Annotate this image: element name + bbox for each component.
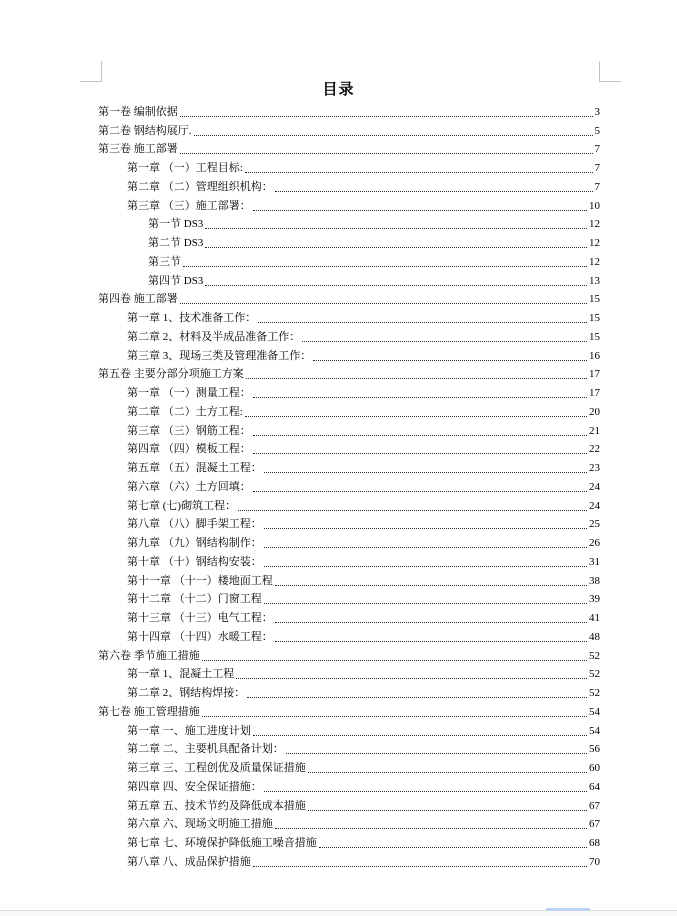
- toc-entry[interactable]: [98, 757, 600, 776]
- toc-entry[interactable]: [98, 795, 600, 814]
- toc-entry-label[interactable]: 第二节 DS3: [148, 237, 204, 249]
- toc-leader-dots: [236, 678, 587, 679]
- toc-entry[interactable]: [98, 307, 600, 326]
- toc-entry-page: 22: [589, 443, 600, 456]
- toc-entry-page: 12: [589, 237, 600, 249]
- toc-entry[interactable]: [98, 532, 600, 551]
- toc-entry[interactable]: [98, 682, 600, 701]
- toc-leader-dots: [253, 210, 587, 211]
- toc-entry-page: 25: [589, 518, 600, 531]
- toc-entry-label[interactable]: 第一章 1、技术准备工作：: [127, 312, 257, 324]
- toc-entry-page: 10: [589, 199, 600, 212]
- crop-mark-top-left: [80, 61, 102, 82]
- toc-entry[interactable]: [98, 195, 600, 214]
- toc-entry-label[interactable]: 第七章 七、环境保护降低施工噪音措施: [127, 837, 317, 849]
- toc-leader-dots: [194, 135, 593, 136]
- toc-entry[interactable]: [98, 270, 600, 289]
- toc-entry[interactable]: [98, 701, 600, 720]
- toc-leader-dots: [245, 416, 587, 417]
- toc-entry-page: 5: [594, 124, 600, 137]
- toc-entry-page: 52: [589, 687, 600, 699]
- toc-leader-dots: [238, 510, 587, 511]
- toc-entry[interactable]: [98, 345, 600, 364]
- toc-leader-dots: [202, 716, 587, 717]
- toc-entry[interactable]: [98, 289, 600, 308]
- toc-entry-label[interactable]: 第三节: [148, 255, 181, 268]
- toc-leader-dots: [180, 116, 593, 117]
- toc-leader-dots: [180, 303, 587, 304]
- toc-entry[interactable]: [98, 439, 600, 458]
- toc-entry-label[interactable]: 第一节 DS3: [148, 218, 204, 231]
- toc-entry-page: 12: [589, 218, 600, 231]
- toc-entry-label[interactable]: 第八章 （八）脚手架工程：: [127, 518, 262, 531]
- toc-entry-label[interactable]: 第一章 （一）工程目标:: [127, 162, 243, 174]
- toc-leader-dots: [264, 566, 587, 567]
- toc-entry-page: 31: [589, 555, 600, 568]
- toc-entry-label[interactable]: 第二章 （二）土方工程:: [127, 405, 243, 418]
- toc-entry[interactable]: [98, 739, 600, 758]
- toc-entry-page: 26: [589, 537, 600, 549]
- toc-entry[interactable]: [98, 607, 600, 626]
- toc-entry-page: 23: [589, 462, 600, 474]
- toc-entry-label[interactable]: 第二章 2、钢结构焊接：: [127, 687, 246, 699]
- toc-entry-page: 70: [589, 855, 600, 868]
- toc-leader-dots: [258, 322, 587, 323]
- toc-leader-dots: [286, 753, 587, 754]
- toc-leader-dots: [275, 828, 587, 829]
- toc-entry[interactable]: [98, 514, 600, 533]
- toc-entry-page: 52: [589, 668, 600, 681]
- toc-entry-label[interactable]: 第十二章 （十二）门窗工程: [127, 593, 262, 606]
- toc-entry-page: 17: [589, 387, 600, 399]
- scrollbar-fragment[interactable]: [546, 908, 590, 911]
- toc-leader-dots: [253, 866, 587, 867]
- toc-entry-label[interactable]: 第三章 （三）施工部署：: [127, 199, 251, 212]
- toc-leader-dots: [253, 453, 587, 454]
- toc-leader-dots: [308, 810, 587, 811]
- toc-entry-page: 3: [594, 105, 600, 118]
- toc-entry[interactable]: [98, 120, 600, 139]
- toc-entry-page: 7: [594, 143, 600, 156]
- toc-entry-page: 41: [589, 612, 600, 624]
- toc-entry-label[interactable]: 第六章 （六）土方回填：: [127, 480, 251, 493]
- toc-entry-label[interactable]: 第五卷 主要分部分项施工方案: [98, 368, 244, 381]
- toc-entry-label[interactable]: 第十一章 （十一）楼地面工程: [127, 574, 273, 587]
- toc-entry[interactable]: [98, 664, 600, 683]
- toc-leader-dots: [264, 603, 587, 604]
- toc-leader-dots: [205, 247, 587, 248]
- toc-entry-label[interactable]: 第四卷 施工部署: [98, 293, 178, 306]
- toc-entry-label[interactable]: 第八章 八、成品保护措施: [127, 855, 251, 868]
- toc-entry-label[interactable]: 第三章 3、现场三类及管理准备工作：: [127, 349, 312, 362]
- toc-entry-label[interactable]: 第二章 （二）管理组织机构：: [127, 180, 273, 193]
- window-bottom-fill: [0, 911, 677, 916]
- toc-list: [98, 101, 600, 870]
- toc-entry[interactable]: [98, 851, 600, 870]
- toc-entry-page: 7: [594, 180, 600, 193]
- toc-entry-label[interactable]: 第二章 二、主要机具配备计划：: [127, 743, 284, 756]
- toc-leader-dots: [183, 266, 587, 267]
- toc-leader-dots: [247, 697, 587, 698]
- toc-entry-label[interactable]: 第十章 （十）钢结构安装：: [127, 555, 262, 568]
- toc-entry[interactable]: [98, 382, 600, 401]
- toc-entry[interactable]: [98, 214, 600, 233]
- toc-leader-dots: [253, 735, 587, 736]
- toc-entry[interactable]: [98, 457, 600, 476]
- toc-leader-dots: [253, 435, 587, 436]
- toc-entry-page: 54: [589, 724, 600, 737]
- toc-entry-label[interactable]: 第六卷 季节施工措施: [98, 649, 200, 662]
- toc-entry-page: 39: [589, 593, 600, 606]
- toc-entry[interactable]: [98, 420, 600, 439]
- toc-leader-dots: [245, 172, 593, 173]
- toc-leader-dots: [313, 360, 587, 361]
- toc-entry-page: 56: [589, 743, 600, 756]
- toc-entry-label[interactable]: 第一卷 编制依据: [98, 105, 178, 118]
- toc-entry[interactable]: [98, 832, 600, 851]
- toc-entry[interactable]: [98, 401, 600, 420]
- toc-leader-dots: [275, 622, 587, 623]
- toc-entry-label[interactable]: 第一章 1、混凝土工程: [127, 668, 235, 681]
- toc-leader-dots: [253, 491, 587, 492]
- toc-entry-label[interactable]: 第二章 2、材料及半成品准备工作：: [127, 330, 301, 343]
- toc-entry-page: 54: [589, 705, 600, 718]
- toc-entry-page: 24: [589, 480, 600, 493]
- toc-entry-page: 24: [589, 499, 600, 512]
- toc-entry[interactable]: [98, 326, 600, 345]
- toc-entry[interactable]: [98, 251, 600, 270]
- toc-entry[interactable]: [98, 495, 600, 514]
- toc-leader-dots: [264, 528, 587, 529]
- toc-entry-label[interactable]: 第十四章 （十四）水暖工程：: [127, 630, 273, 643]
- toc-entry[interactable]: [98, 101, 600, 120]
- toc-entry[interactable]: [98, 720, 600, 739]
- toc-entry[interactable]: [98, 364, 600, 383]
- toc-entry-label[interactable]: 第三章 （三）钢筋工程：: [127, 424, 251, 437]
- toc-entry[interactable]: [98, 814, 600, 833]
- toc-entry[interactable]: [98, 157, 600, 176]
- toc-entry-page: 67: [589, 799, 600, 812]
- toc-entry-page: 21: [589, 424, 600, 437]
- toc-entry[interactable]: [98, 232, 600, 251]
- toc-leader-dots: [275, 191, 593, 192]
- toc-entry-label[interactable]: 第四章 四、安全保证措施：: [127, 780, 262, 793]
- toc-entry-page: 67: [589, 818, 600, 831]
- toc-entry-label[interactable]: 第七卷 施工管理措施: [98, 705, 200, 718]
- toc-leader-dots: [264, 547, 587, 548]
- toc-entry-page: 16: [589, 349, 600, 362]
- toc-leader-dots: [246, 378, 587, 379]
- crop-mark-top-right: [599, 61, 621, 82]
- toc-entry[interactable]: [98, 570, 600, 589]
- toc-entry-page: 20: [589, 405, 600, 418]
- toc-entry[interactable]: [98, 551, 600, 570]
- toc-leader-dots: [202, 660, 587, 661]
- toc-entry-label[interactable]: 第七章 (七)砌筑工程：: [127, 499, 237, 512]
- toc-entry-label[interactable]: 第十三章 （十三）电气工程：: [127, 612, 273, 624]
- toc-entry-page: 52: [589, 649, 600, 662]
- toc-entry[interactable]: [98, 476, 600, 495]
- toc-entry[interactable]: [98, 645, 600, 664]
- toc-leader-dots: [205, 285, 587, 286]
- toc-entry[interactable]: [98, 776, 600, 795]
- toc-entry-page: 64: [589, 780, 600, 793]
- toc-leader-dots: [264, 472, 587, 473]
- toc-entry-label[interactable]: 第四节 DS3: [148, 274, 204, 287]
- toc-entry-page: 17: [589, 368, 600, 381]
- toc-entry-page: 15: [589, 312, 600, 324]
- toc-leader-dots: [275, 641, 587, 642]
- toc-entry-label[interactable]: 第三章 三、工程创优及质量保证措施: [127, 762, 306, 774]
- toc-entry-page: 38: [589, 574, 600, 587]
- toc-entry-page: 48: [589, 630, 600, 643]
- toc-entry-label[interactable]: 第九章 （九）钢结构制作：: [127, 537, 262, 549]
- toc-title: 目录: [322, 82, 355, 98]
- toc-entry-page: 15: [589, 293, 600, 306]
- toc-entry-page: 7: [594, 162, 600, 174]
- toc-entry[interactable]: [98, 626, 600, 645]
- toc-entry-page: 15: [589, 330, 600, 343]
- toc-entry-label[interactable]: 第五章 五、技术节约及降低成本措施: [127, 799, 306, 812]
- toc-leader-dots: [264, 791, 587, 792]
- toc-leader-dots: [319, 847, 587, 848]
- toc-entry-label[interactable]: 第六章 六、现场文明施工措施: [127, 818, 273, 831]
- toc-entry-label[interactable]: 第四章 （四）模板工程：: [127, 443, 251, 456]
- toc-entry-page: 60: [589, 762, 600, 774]
- toc-entry[interactable]: [98, 176, 600, 195]
- toc-entry-page: 12: [589, 255, 600, 268]
- toc-leader-dots: [180, 153, 593, 154]
- toc-leader-dots: [275, 585, 587, 586]
- toc-entry-label[interactable]: 第五章 （五）混凝土工程：: [127, 462, 262, 474]
- toc-entry[interactable]: [98, 139, 600, 158]
- toc-entry-page: 13: [589, 274, 600, 287]
- toc-entry-label[interactable]: 第二卷 钢结构展厅.: [98, 124, 192, 137]
- toc-leader-dots: [302, 341, 587, 342]
- toc-leader-dots: [308, 772, 587, 773]
- toc-entry[interactable]: [98, 589, 600, 608]
- toc-leader-dots: [253, 397, 587, 398]
- toc-entry-label[interactable]: 第一章 一、施工进度计划: [127, 724, 251, 737]
- toc-entry-label[interactable]: 第一章 （一）测量工程：: [127, 387, 251, 399]
- toc-leader-dots: [205, 228, 587, 229]
- toc-entry-label[interactable]: 第三卷 施工部署: [98, 143, 178, 156]
- toc-entry-page: 68: [589, 837, 600, 849]
